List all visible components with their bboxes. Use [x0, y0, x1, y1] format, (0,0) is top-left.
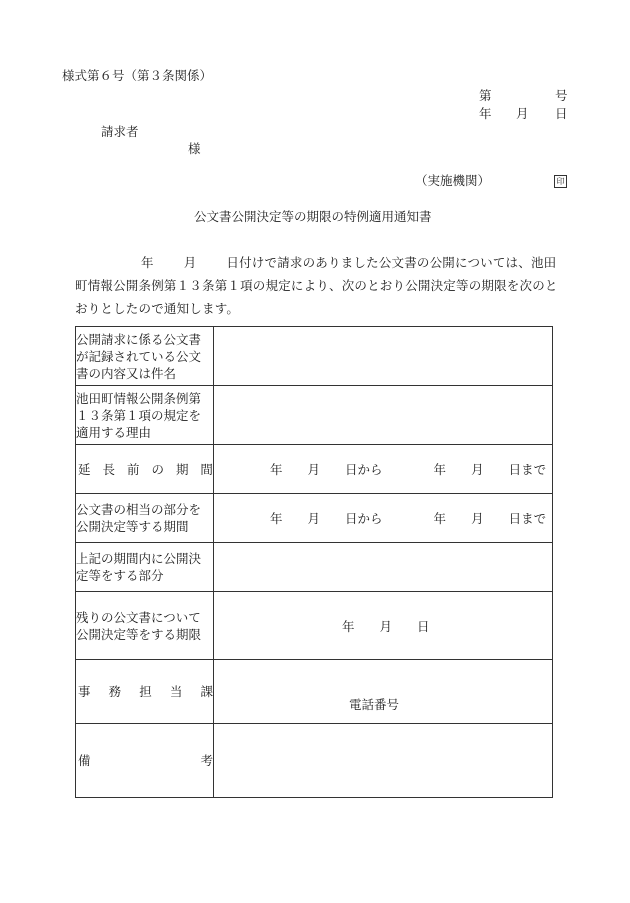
label-remarks: 備 考	[76, 724, 214, 798]
label-original-period: 延 長 前 の 期 間	[76, 445, 214, 494]
row-remaining-deadline	[76, 592, 553, 660]
doc-date-month: 月	[516, 106, 529, 121]
doc-number-suffix: 号	[555, 88, 568, 103]
value-remarks[interactable]	[214, 724, 553, 798]
details-table	[75, 326, 553, 798]
form-number: 様式第６号（第３条関係）	[62, 68, 213, 83]
value-document-name[interactable]	[214, 327, 553, 386]
phone-label: 電話番号	[349, 697, 400, 712]
value-remaining-deadline[interactable]: 年 月 日	[214, 592, 553, 660]
label-partial-period: 公文書の相当の部分を公開決定等する期間	[76, 494, 214, 543]
doc-number-prefix: 第	[479, 88, 492, 103]
row-original-period	[76, 445, 553, 494]
doc-date-day: 日	[555, 106, 568, 121]
requester-honorific: 様	[188, 141, 201, 156]
body-year: 年	[141, 255, 154, 270]
row-remarks	[76, 724, 553, 798]
body-paragraph	[75, 251, 565, 320]
label-partial-scope: 上記の期間内に公開決定等をする部分	[76, 543, 214, 592]
value-department[interactable]	[214, 660, 553, 724]
row-partial-scope	[76, 543, 553, 592]
value-partial-period[interactable]: 年 月 日から 年 月 日まで	[214, 494, 553, 543]
row-document-name	[76, 327, 553, 386]
document-title: 公文書公開決定等の期限の特例適用通知書	[194, 209, 432, 224]
body-text: 日付けで請求のありました公文書の公開については、池田町情報公開条例第１３条第１項の規定により、次のとおり公開決定等の期限を次のとおりとしたので通知します。	[75, 255, 558, 316]
label-reason: 池田町情報公開条例第１３条第１項の規定を適用する理由	[76, 386, 214, 445]
body-month: 月	[183, 255, 197, 270]
label-department: 事 務 担 当 課	[76, 660, 214, 724]
doc-date-year: 年	[479, 106, 492, 121]
label-document-name: 公開請求に係る公文書が記録されている公文書の内容又は件名	[76, 327, 214, 386]
seal-icon: 印	[554, 175, 567, 188]
row-partial-period	[76, 494, 553, 543]
requester-label: 請求者	[101, 124, 139, 139]
agency-label: （実施機関）	[415, 173, 491, 188]
row-reason	[76, 386, 553, 445]
value-original-period[interactable]: 年 月 日から 年 月 日まで	[214, 445, 553, 494]
label-remaining-deadline: 残りの公文書について公開決定等をする期限	[76, 592, 214, 660]
seal-mark	[554, 172, 567, 188]
value-partial-scope[interactable]	[214, 543, 553, 592]
row-department	[76, 660, 553, 724]
value-reason[interactable]	[214, 386, 553, 445]
